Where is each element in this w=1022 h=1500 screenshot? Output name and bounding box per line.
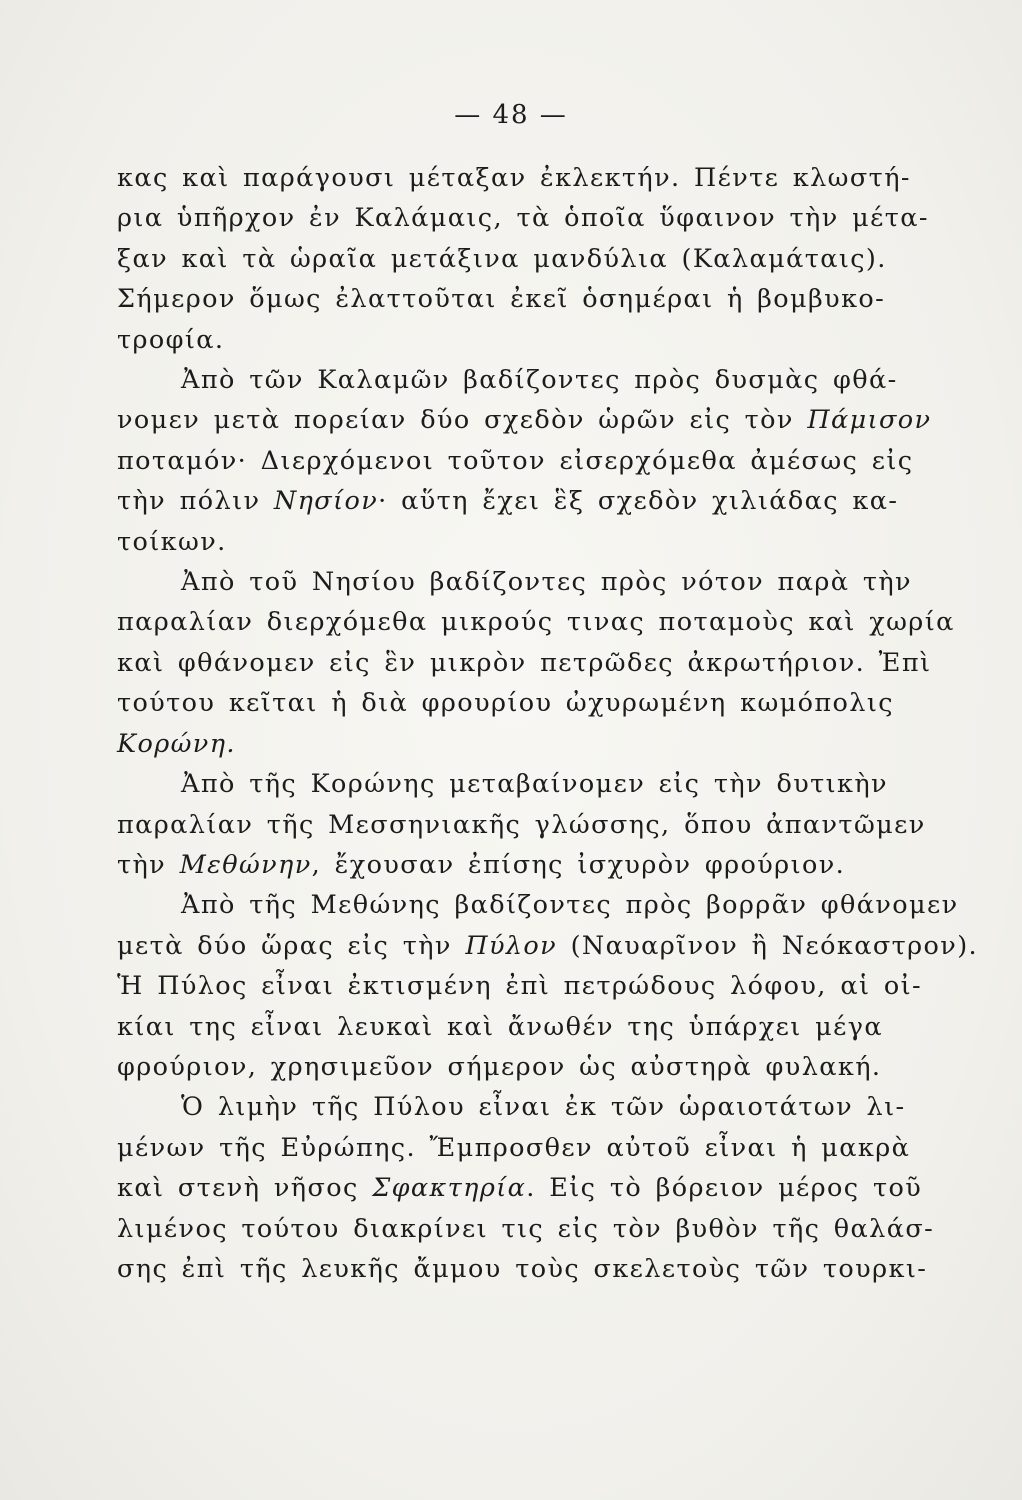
text-segment: μετὰ δύο ὥρας εἰς τὴν — [117, 930, 466, 961]
text-line: ξαν καὶ τὰ ὡραῖα μετάξινα μανδύλια (Καλαμάταις). — [117, 243, 887, 274]
place-name-nision: Νησίον — [273, 486, 379, 517]
text-segment: τὴν — [117, 849, 180, 880]
text-line: φρούριον, χρησιμεῦον σήμερον ὡς αὐστηρὰ φυλακή. — [117, 1051, 882, 1082]
text-line: τούτου κεῖται ἡ διὰ φρουρίου ὠχυρωμένη κωμόπολις — [117, 688, 894, 719]
text-line: Σήμερον ὅμως ἐλαττοῦται ἐκεῖ ὁσημέραι ἡ βομβυκο- — [117, 284, 886, 315]
text-segment: (Ναυαρῖνον ἢ Νεόκαστρον). — [557, 930, 979, 961]
paragraph — [117, 158, 929, 360]
text-line — [117, 481, 899, 521]
paragraph — [117, 885, 979, 1087]
place-name-koroni: Κορώνη. — [117, 728, 236, 759]
text-line: καὶ φθάνομεν εἰς ἓν μικρὸν πετρῶδες ἀκρωτήριον. Ἐπὶ — [117, 647, 932, 678]
text-line — [117, 845, 857, 885]
paragraph — [117, 764, 926, 885]
text-line — [117, 926, 979, 966]
paragraph — [117, 1087, 935, 1289]
text-line: ρια ὑπῆρχον ἐν Καλάμαις, τὰ ὁποῖα ὕφαινον τὴν μέτα- — [117, 203, 929, 234]
text-line: Ἡ Πύλος εἶναι ἐκτισμένη ἐπὶ πετρώδους λόφου, αἱ οἰ- — [117, 971, 923, 1002]
text-segment: τὴν πόλιν — [117, 486, 274, 517]
place-name-pamisos: Πάμισον — [807, 405, 932, 436]
text-line: τοίκων. — [117, 526, 227, 557]
text-segment: καὶ στενὴ νῆσος — [117, 1173, 373, 1204]
text-line: κίαι της εἶναι λευκαὶ καὶ ἄνωθέν της ὑπάρχει μέγα — [117, 1011, 884, 1042]
text-line: κας καὶ παράγουσι μέταξαν ἐκλεκτήν. Πέντε κλωστή- — [117, 163, 911, 193]
page-number: — 48 — — [454, 100, 568, 130]
text-segment: · αὕτη ἔχει ἓξ σχεδὸν χιλιάδας κα- — [378, 486, 899, 517]
text-line — [117, 1168, 923, 1208]
place-name-pylos: Πύλον — [465, 930, 558, 961]
text-line: Ἀπὸ τῆς Κορώνης μεταβαίνομεν εἰς τὴν δυτικὴν — [181, 769, 888, 800]
place-name-sfaktiria: Σφακτηρία — [372, 1173, 527, 1204]
place-name-methoni: Μεθώνην — [179, 849, 312, 880]
text-line: ποταμόν· Διερχόμενοι τοῦτον εἰσερχόμεθα ἀμέσως εἰς — [117, 445, 914, 476]
text-line: Ἀπὸ τῆς Μεθώνης βαδίζοντες πρὸς βορρᾶν φθάνομεν — [181, 890, 959, 921]
text-line: Ἀπὸ τοῦ Νησίου βαδίζοντες πρὸς νότον παρὰ τὴν — [181, 567, 912, 598]
paragraph — [117, 360, 932, 562]
body-text — [117, 158, 979, 1289]
text-line: παραλίαν διερχόμεθα μικρούς τινας ποταμοὺς καὶ χωρία — [117, 607, 955, 638]
paragraph — [117, 562, 955, 764]
text-line: Ἀπὸ τῶν Καλαμῶν βαδίζοντες πρὸς δυσμὰς φθά- — [181, 365, 898, 396]
text-segment: . Εἰς τὸ βόρειον μέρος τοῦ — [526, 1173, 923, 1204]
text-line: τροφία. — [117, 324, 225, 355]
text-line: σης ἐπὶ τῆς λευκῆς ἄμμου τοὺς σκελετοὺς τῶν τουρκι- — [117, 1253, 928, 1284]
text-segment: , ἔχουσαν ἐπίσης ἰσχυρὸν φρούριον. — [311, 849, 846, 880]
text-line: Ὁ λιμὴν τῆς Πύλου εἶναι ἐκ τῶν ὡραιοτάτων λι- — [181, 1092, 906, 1123]
text-line: μένων τῆς Εὐρώπης. Ἔμπροσθεν αὐτοῦ εἶναι ἡ μακρὰ — [117, 1132, 911, 1163]
text-line — [117, 400, 932, 440]
text-segment: νομεν μετὰ πορείαν δύο σχεδὸν ὡρῶν εἰς τὸν — [117, 405, 808, 436]
text-line: λιμένος τούτου διακρίνει τις εἰς τὸν βυθὸν τῆς θαλάσ- — [117, 1213, 935, 1244]
text-line: παραλίαν τῆς Μεσσηνιακῆς γλώσσης, ὅπου ἀπαντῶμεν — [117, 809, 926, 840]
